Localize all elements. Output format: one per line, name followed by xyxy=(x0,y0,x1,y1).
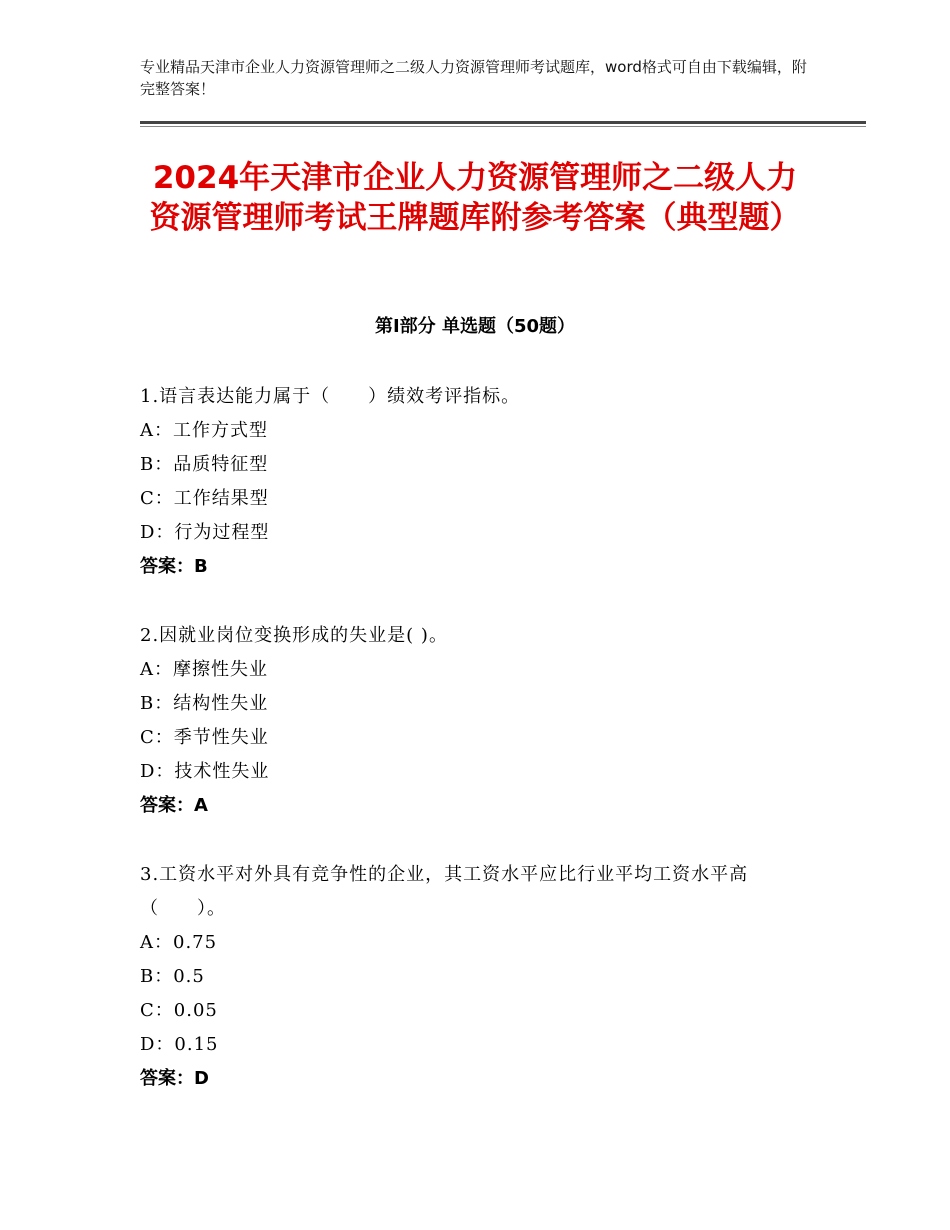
option-b: B：品质特征型 xyxy=(140,454,269,475)
question-1 xyxy=(140,380,810,584)
answer: 答案：B xyxy=(140,556,208,577)
option-d: D：0.15 xyxy=(140,1034,219,1055)
option-a: A：摩擦性失业 xyxy=(140,659,268,680)
question-stem: 3.工资水平对外具有竞争性的企业，其工资水平应比行业平均工资水平高（ ）。 xyxy=(140,864,749,919)
option-c: C：季节性失业 xyxy=(140,727,269,748)
option-c: C：工作结果型 xyxy=(140,488,269,509)
option-b: B：0.5 xyxy=(140,966,205,987)
header-divider-thin xyxy=(140,126,866,127)
answer: 答案：D xyxy=(140,1068,209,1089)
answer: 答案：A xyxy=(140,795,208,816)
section-title: 第Ⅰ部分 单选题（50题） xyxy=(374,316,575,337)
option-b: B：结构性失业 xyxy=(140,693,269,714)
question-stem: 2.因就业岗位变换形成的失业是( )。 xyxy=(140,625,448,646)
option-d: D：技术性失业 xyxy=(140,761,270,782)
option-c: C：0.05 xyxy=(140,1000,218,1021)
option-d: D：行为过程型 xyxy=(140,522,270,543)
option-a: A：工作方式型 xyxy=(140,420,268,441)
header-divider-thick xyxy=(140,121,866,124)
question-stem: 1.语言表达能力属于（ ）绩效考评指标。 xyxy=(140,386,521,407)
question-2 xyxy=(140,619,810,823)
question-3 xyxy=(140,858,810,1096)
header-note: 专业精品天津市企业人力资源管理师之二级人力资源管理师考试题库，word格式可自由下载编辑，附完整答案！ xyxy=(140,58,807,98)
document-title: 2024年天津市企业人力资源管理师之二级人力资源管理师考试王牌题库附参考答案（典型题） xyxy=(149,160,801,236)
option-a: A：0.75 xyxy=(140,932,218,953)
question-list xyxy=(140,380,810,1131)
